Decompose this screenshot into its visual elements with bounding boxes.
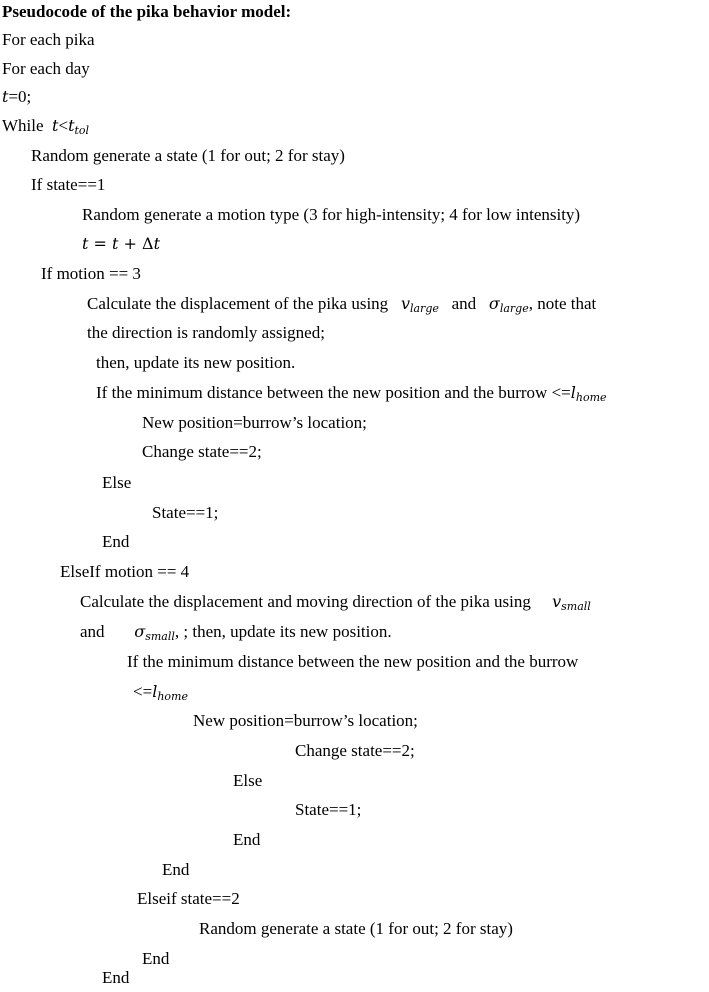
math-v-small bbox=[552, 592, 591, 611]
code-line-elseif-state-2: Elseif state==2 bbox=[137, 889, 240, 908]
code-line-for-each-pika: For each pika bbox=[2, 30, 95, 49]
math-var-v: v bbox=[400, 294, 410, 313]
code-text: and bbox=[451, 294, 477, 313]
math-subscript-small: small bbox=[145, 630, 175, 643]
code-line-calc-large bbox=[87, 294, 596, 316]
math-sigma-large bbox=[489, 294, 529, 313]
code-line-while bbox=[2, 116, 89, 138]
math-var-v: v bbox=[552, 592, 562, 611]
math-subscript-large: large bbox=[499, 302, 529, 315]
code-text: Calculate the displacement of the pika using bbox=[87, 294, 389, 313]
code-text: <= bbox=[133, 682, 153, 701]
code-line-if-motion-3: If motion == 3 bbox=[41, 264, 141, 283]
math-sigma-small bbox=[134, 622, 175, 641]
math-var-l: l bbox=[152, 682, 158, 701]
code-line-end: End bbox=[102, 532, 130, 551]
code-line-random-state: Random generate a state (1 for out; 2 for stay) bbox=[31, 146, 345, 165]
code-line-time-increment bbox=[82, 234, 160, 256]
math-var-l: l bbox=[570, 383, 576, 402]
code-line-if-min-distance bbox=[96, 383, 607, 405]
code-line-else: Else bbox=[102, 473, 132, 492]
code-text: and bbox=[80, 622, 105, 641]
math-var-t: t bbox=[2, 87, 9, 106]
code-line-update-position: then, update its new position. bbox=[96, 353, 296, 372]
code-line-new-position-2: New position=burrow’s location; bbox=[193, 711, 418, 730]
math-plus-delta: + Δ bbox=[118, 234, 154, 253]
math-v-large bbox=[401, 294, 439, 313]
code-line-change-state-2: Change state==2; bbox=[295, 741, 415, 760]
code-text: =0; bbox=[8, 87, 32, 106]
math-var-t: t bbox=[68, 116, 75, 135]
code-line-else-2: Else bbox=[233, 771, 263, 790]
math-var-sigma: σ bbox=[488, 294, 500, 313]
math-l-home bbox=[571, 383, 607, 402]
math-var-sigma: σ bbox=[134, 622, 146, 641]
math-equals: = bbox=[88, 234, 113, 253]
code-text: , ; then, update its new position. bbox=[174, 622, 392, 641]
math-subscript-large: large bbox=[409, 302, 439, 315]
code-line-end-2: End bbox=[233, 830, 261, 849]
code-line-if-min-distance-2: If the minimum distance between the new position and the burrow bbox=[127, 652, 579, 671]
math-subscript-home: home bbox=[575, 391, 607, 404]
code-line-if-state-1: If state==1 bbox=[31, 175, 106, 194]
math-subscript-small: small bbox=[561, 600, 591, 613]
code-line-state-1: State==1; bbox=[152, 503, 219, 522]
math-operator-lt: < bbox=[58, 116, 69, 135]
pseudocode-title: Pseudocode of the pika behavior model: bbox=[2, 2, 292, 21]
code-line-end-3: End bbox=[162, 860, 190, 879]
code-line-random-motion: Random generate a motion type (3 for high-intensity; 4 for low intensity) bbox=[82, 205, 581, 224]
math-var-t: t bbox=[112, 234, 119, 253]
code-line-and-sigma-small bbox=[80, 622, 392, 644]
code-line-new-position: New position=burrow’s location; bbox=[142, 413, 367, 432]
code-line-end-5: End bbox=[102, 968, 130, 987]
code-text: Calculate the displacement and moving direction of the pika using bbox=[80, 592, 531, 611]
code-line-le-l-home bbox=[133, 682, 188, 704]
code-line-calc-small bbox=[80, 592, 591, 614]
math-var-t: t bbox=[82, 234, 89, 253]
code-line-for-each-day: For each day bbox=[2, 59, 90, 78]
math-subscript-tol: tol bbox=[74, 124, 90, 137]
math-var-t-tol bbox=[68, 116, 89, 135]
code-line-end-4: End bbox=[142, 949, 170, 968]
code-line-t-init bbox=[2, 87, 31, 109]
math-var-t: t bbox=[52, 116, 59, 135]
code-text: If the minimum distance between the new position and the burrow <= bbox=[96, 383, 571, 402]
code-line-random-state-2: Random generate a state (1 for out; 2 for stay) bbox=[199, 919, 513, 938]
math-var-t: t bbox=[153, 234, 161, 253]
code-text: , note that bbox=[528, 294, 597, 313]
code-line-direction-random: the direction is randomly assigned; bbox=[87, 323, 325, 342]
code-line-change-state: Change state==2; bbox=[142, 442, 262, 461]
math-l-home bbox=[152, 682, 188, 701]
keyword-while: While bbox=[2, 116, 44, 135]
code-line-elseif-motion-4: ElseIf motion == 4 bbox=[60, 562, 190, 581]
code-line-state-1-2: State==1; bbox=[295, 800, 362, 819]
math-subscript-home: home bbox=[157, 690, 188, 703]
